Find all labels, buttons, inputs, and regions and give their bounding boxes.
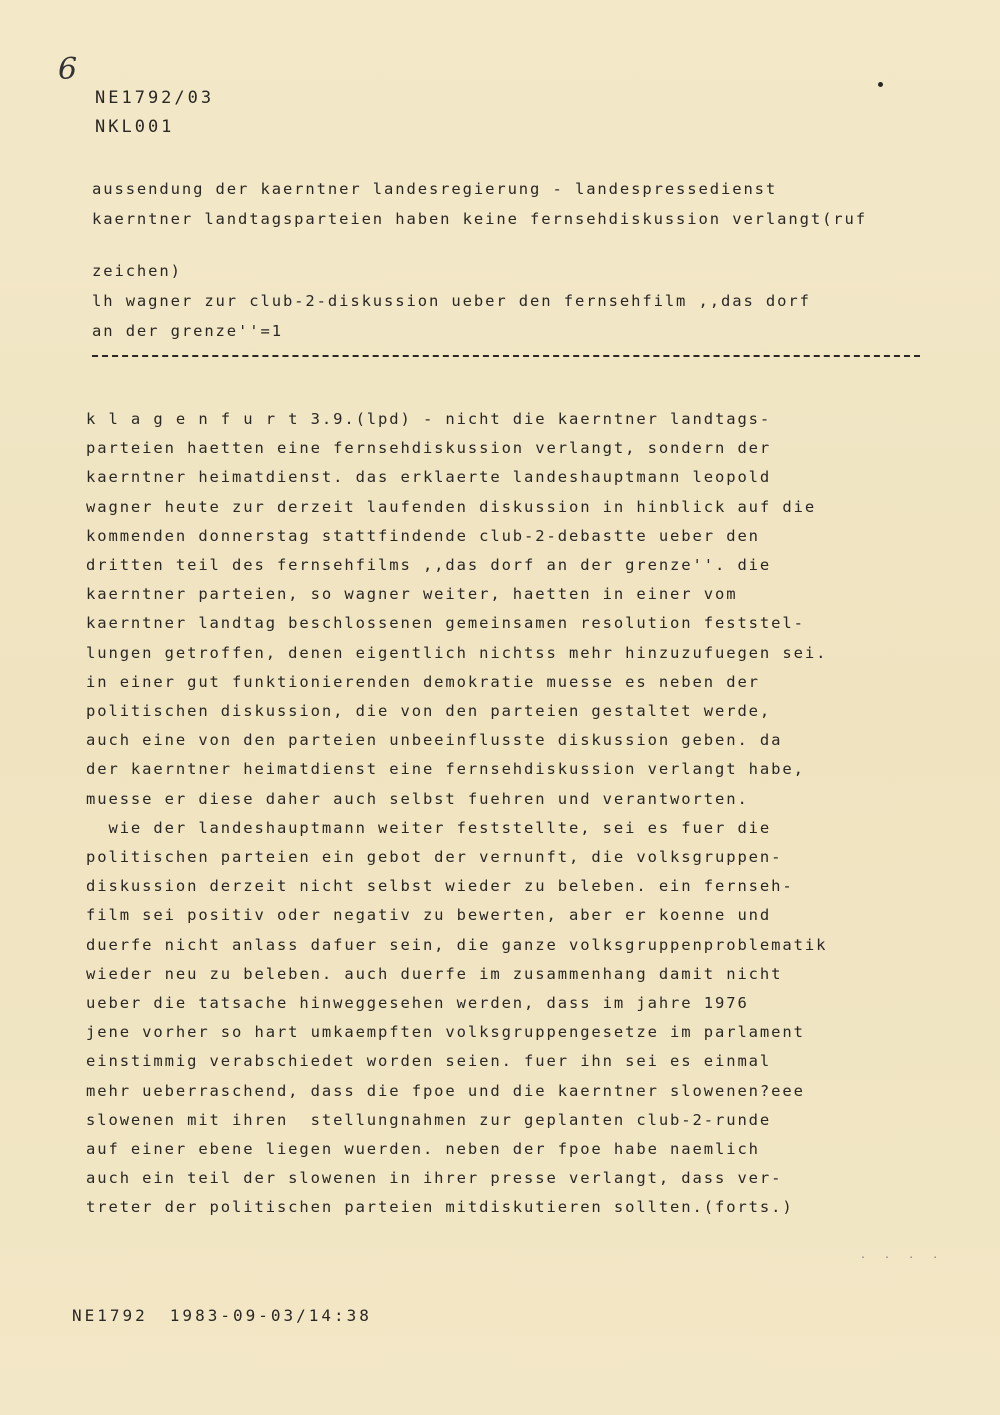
separator-line [92, 355, 920, 357]
scan-specks: . . . . [860, 1250, 945, 1261]
body-line: kaerntner parteien, so wagner weiter, haetten in einer vom [86, 585, 738, 604]
ink-dot [878, 82, 883, 87]
handwritten-page-number: 6 [58, 52, 78, 87]
body-line: politischen diskussion, die von den parteien gestaltet werde, [86, 702, 772, 720]
body-line: in einer gut funktionierenden demokratie muesse es neben der [86, 672, 760, 691]
body-line: parteien haetten eine fernsehdiskussion verlangt, sondern der [86, 439, 772, 458]
title-line: zeichen) [92, 262, 182, 280]
footer-id: NE1792 [72, 1306, 148, 1325]
body-line: lungen getroffen, denen eigentlich nichtss mehr hinzuzufuegen sei. [86, 643, 828, 662]
body-line: kommenden donnerstag stattfindende club-2-debastte ueber den [86, 526, 760, 545]
header-code: NKL001 [95, 117, 175, 137]
body-line: kaerntner landtag beschlossenen gemeinsamen resolution feststel- [86, 614, 805, 633]
title-line: an der grenze''=1 [92, 322, 283, 340]
body-line: k l a g e n f u r t 3.9.(lpd) - nicht die kaerntner landtags- [86, 410, 772, 428]
body-line: auch eine von den parteien unbeeinflusste diskussion geben. da [86, 731, 783, 750]
title-line: lh wagner zur club-2-diskussion ueber den fernsehfilm ,,das dorf [92, 292, 811, 310]
body-line: muesse er diese daher auch selbst fuehren und verantworten. [86, 789, 749, 808]
body-line: wagner heute zur derzeit laufenden diskussion in hinblick auf die [86, 497, 817, 516]
body-line: kaerntner heimatdienst. das erklaerte landeshauptmann leopold [86, 468, 772, 487]
body-line: auf einer ebene liegen wuerden. neben der fpoe habe naemlich [86, 1140, 760, 1158]
body-line: film sei positiv oder negativ zu bewerten, aber er koenne und [86, 906, 772, 925]
body-line: diskussion derzeit nicht selbst wieder zu beleben. ein fernseh- [86, 877, 794, 896]
body-line: slowenen mit ihren stellungnahmen zur geplanten club-2-runde [86, 1110, 772, 1129]
body-line: einstimmig verabschiedet worden seien. fuer ihn sei es einmal [86, 1052, 772, 1071]
body-line: ueber die tatsache hinweggesehen werden, dass im jahre 1976 [86, 994, 749, 1012]
body-line: wieder neu zu beleben. auch duerfe im zusammenhang damit nicht [86, 964, 783, 983]
header-id: NE1792/03 [95, 88, 215, 108]
title-line: kaerntner landtagsparteien haben keine fernsehdiskussion verlangt(ruf [92, 210, 867, 228]
body-line: duerfe nicht anlass dafuer sein, die ganze volksgruppenproblematik [86, 935, 828, 954]
body-line: politischen parteien ein gebot der vernunft, die volksgruppen- [86, 848, 783, 866]
body-line: mehr ueberraschend, dass die fpoe und die kaerntner slowenen?eee [86, 1081, 805, 1100]
title-line: aussendung der kaerntner landesregierung - landespressedienst [92, 180, 778, 198]
footer [72, 1306, 372, 1325]
body-line: dritten teil des fernsehfilms ,,das dorf an der grenze''. die [86, 556, 772, 574]
body-line: jene vorher so hart umkaempften volksgruppengesetze im parlament [86, 1023, 805, 1042]
body-line: wie der landeshauptmann weiter feststellte, sei es fuer die [86, 818, 772, 837]
footer-timestamp: 1983-09-03/14:38 [169, 1306, 372, 1325]
body-line: treter der politischen parteien mitdiskutieren sollten.(forts.) [86, 1198, 794, 1217]
body-line: auch ein teil der slowenen in ihrer presse verlangt, dass ver- [86, 1169, 783, 1188]
body-line: der kaerntner heimatdienst eine fernsehdiskussion verlangt habe, [86, 760, 805, 779]
